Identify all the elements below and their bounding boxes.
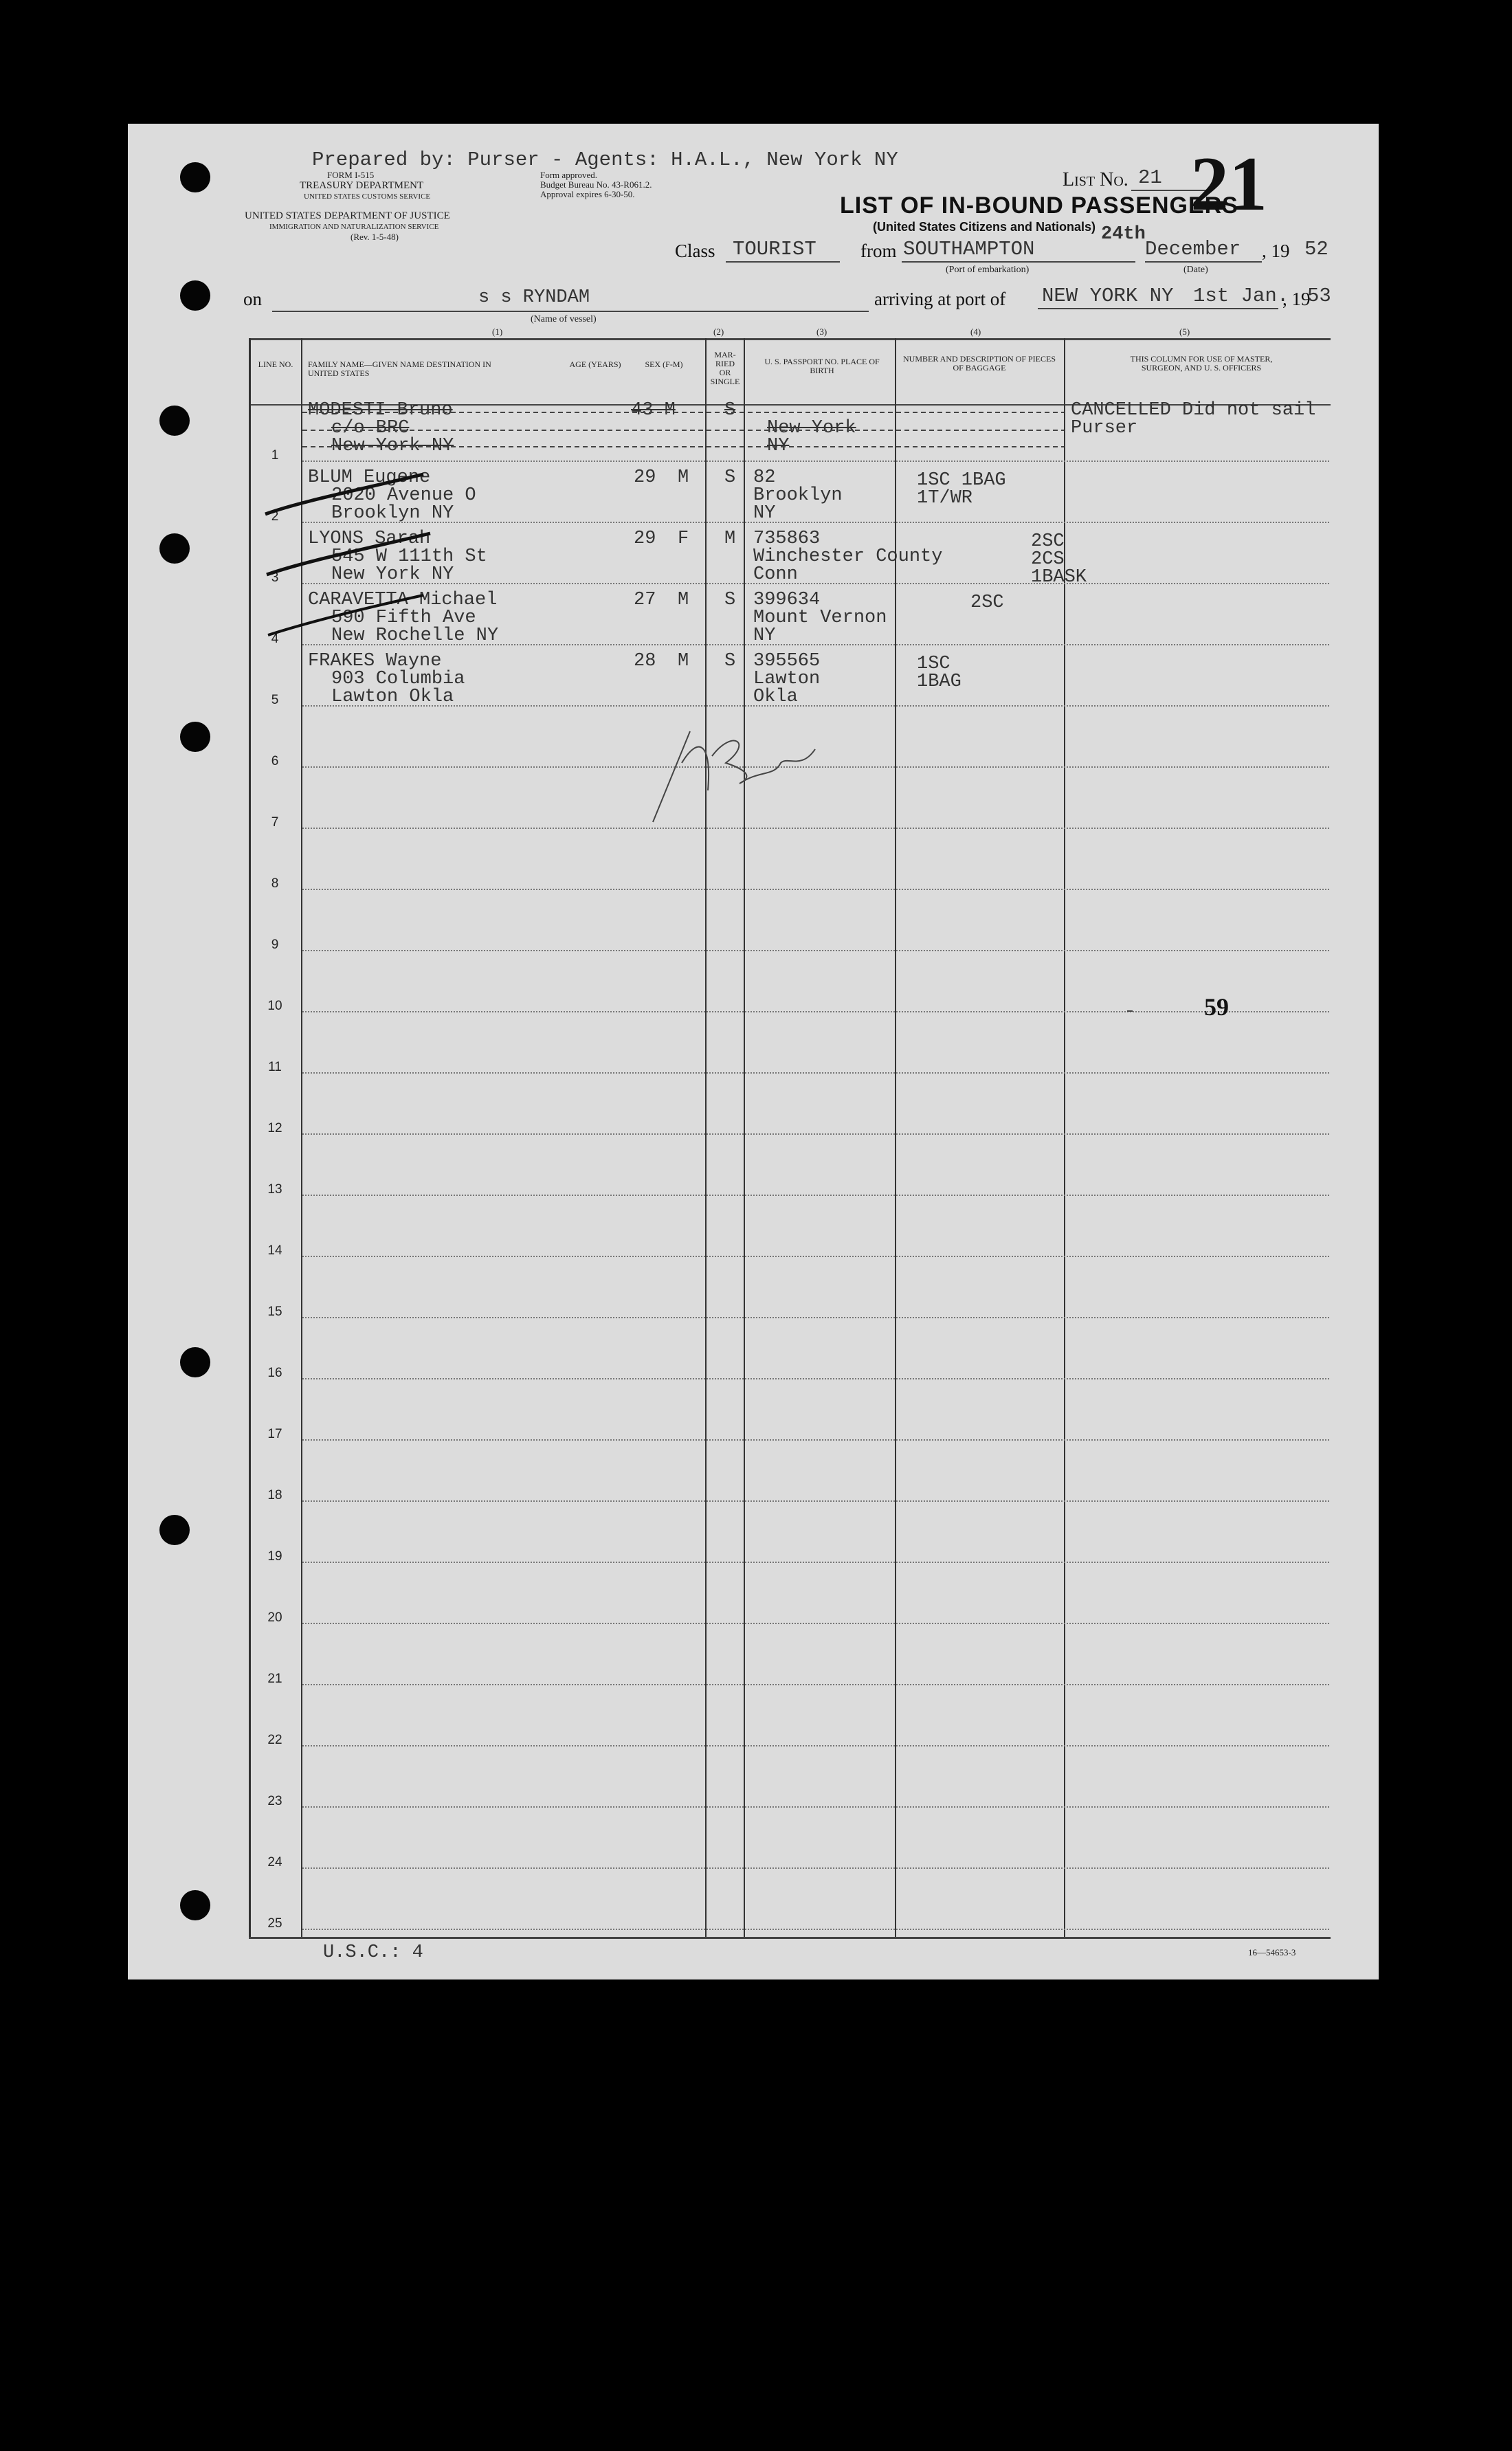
line-number: 3 [271, 570, 279, 585]
row-rule [302, 705, 1329, 707]
line-number: 23 [267, 1794, 282, 1808]
passenger-name: LYONS Sarah [308, 529, 431, 549]
line-number: 12 [267, 1121, 282, 1135]
year-label: , 19 [1262, 241, 1290, 261]
passenger-addr2: Brooklyn NY [331, 503, 454, 524]
row-rule [302, 1806, 1329, 1808]
line-number: 2 [271, 509, 279, 524]
binder-hole [159, 533, 190, 564]
table-bottom-border [249, 1937, 1331, 1939]
passenger-status: M [724, 529, 736, 549]
row-rule [302, 1256, 1329, 1257]
row-rule [302, 1929, 1329, 1930]
passenger-status: S [724, 467, 736, 488]
row-rule [302, 1623, 1329, 1624]
line-number: 11 [268, 1060, 282, 1074]
arrival-underline [1038, 308, 1278, 309]
passenger-bag1: 2SC [970, 592, 1004, 613]
list-no-label: List No. [1063, 169, 1129, 190]
handwritten-signature [650, 715, 829, 825]
passenger-addr1: 2020 Avenue O [331, 485, 476, 506]
passenger-age: 28 [634, 651, 656, 672]
arriving-label: arriving at port of [874, 289, 1006, 309]
binder-hole [180, 1347, 210, 1377]
customs-label: UNITED STATES CUSTOMS SERVICE [304, 192, 431, 201]
arrival-year: 53 [1307, 285, 1331, 307]
line-number: 19 [267, 1549, 282, 1564]
passenger-birth2: Okla [753, 687, 798, 707]
passenger-passport: 735863 [753, 529, 821, 549]
row-rule [302, 1011, 1329, 1012]
row-rule [302, 1072, 1329, 1074]
col-num-5: (5) [1179, 326, 1190, 337]
row-rule [302, 1439, 1329, 1441]
page-subtitle: (United States Citizens and Nationals) [873, 220, 1096, 234]
line-number: 17 [267, 1427, 282, 1441]
passenger-name: BLUM Eugene [308, 467, 431, 488]
row-rule [302, 1195, 1329, 1196]
line-number: 1 [271, 448, 279, 463]
table-left-border [249, 338, 251, 1937]
port-of-arrival: NEW YORK NY [1042, 285, 1174, 307]
passenger-passport: 395565 [753, 651, 821, 672]
line-number: 15 [267, 1305, 282, 1319]
count-dash [1127, 1010, 1133, 1012]
col-num-2: (2) [713, 326, 724, 337]
row-rule [302, 1133, 1329, 1135]
treasury-label: TREASURY DEPARTMENT [300, 180, 424, 191]
line-number: 13 [267, 1182, 282, 1197]
passenger-age: 29 [634, 529, 656, 549]
col-header-sex: SEX (F-M) [645, 359, 683, 369]
row-rule [302, 1562, 1329, 1563]
passenger-bag1: 1SC [917, 654, 950, 674]
vessel-name: s s RYNDAM [478, 287, 590, 308]
row-rule [302, 1684, 1329, 1685]
cancelled-status: S [724, 400, 736, 421]
class-label: Class [675, 241, 715, 261]
line-number: 25 [267, 1916, 282, 1931]
passenger-sex: M [678, 467, 689, 488]
passenger-addr1: 903 Columbia [331, 669, 465, 689]
passenger-name: CARAVETTA Michael [308, 590, 498, 610]
passenger-addr2: Lawton Okla [331, 687, 454, 707]
passenger-addr2: New Rochelle NY [331, 625, 499, 646]
col-num-1: (1) [492, 326, 503, 337]
passenger-age: 29 [634, 467, 656, 488]
passenger-passport: 82 [753, 467, 776, 488]
embark-year: 52 [1304, 238, 1328, 260]
passenger-birth: Winchester County [753, 546, 943, 567]
class-underline [726, 261, 840, 263]
row-rule [302, 950, 1329, 951]
page-title: LIST OF IN-BOUND PASSENGERS [840, 192, 1238, 219]
passenger-bag3: 1BASK [1031, 567, 1087, 588]
passenger-birth2: Conn [753, 564, 798, 585]
cancelled-city: New York NY [331, 436, 454, 456]
date-underline [1145, 261, 1262, 263]
line-number: 14 [267, 1243, 282, 1258]
row-rule [302, 889, 1329, 890]
col-num-3: (3) [816, 326, 827, 337]
binder-hole [159, 406, 190, 436]
list-no-stamp: 21 [1190, 142, 1267, 227]
passenger-birth2: NY [753, 625, 776, 646]
passenger-bag2: 2CS [1031, 549, 1065, 570]
row-rule [302, 583, 1329, 584]
col-header-age: AGE (YEARS) [569, 359, 621, 369]
line-number: 9 [271, 938, 279, 952]
passenger-sex: M [678, 651, 689, 672]
cancelled-signer: Purser [1071, 418, 1138, 439]
approval-expires: Approval expires 6-30-50. [540, 189, 635, 199]
row-rule [302, 522, 1329, 523]
passenger-bag2: 1T/WR [917, 488, 973, 509]
date-caption: (Date) [1183, 265, 1208, 275]
col-header-baggage: NUMBER AND DESCRIPTION OF PIECES OF BAGGAGE [902, 354, 1056, 373]
footer-print-code: 16—54653-3 [1248, 1947, 1296, 1958]
line-number: 24 [267, 1855, 282, 1870]
form-number: FORM I-515 [327, 170, 375, 180]
embark-underline [902, 261, 1135, 263]
footer-usc: U.S.C.: 4 [323, 1942, 423, 1963]
form-approved: Form approved. [540, 170, 598, 180]
passenger-birth2: NY [753, 503, 776, 524]
line-number: 21 [267, 1672, 282, 1686]
line-number: 16 [267, 1366, 282, 1380]
passenger-age: 27 [634, 590, 656, 610]
row-rule [302, 1378, 1329, 1379]
col-divider-name [705, 338, 707, 1937]
vessel-underline [272, 311, 869, 312]
passenger-birth: Brooklyn [753, 485, 843, 506]
cancelled-birthstate: NY [767, 436, 790, 456]
ins-label: IMMIGRATION AND NATURALIZATION SERVICE [269, 223, 439, 231]
port-of-embarkation: SOUTHAMPTON [903, 238, 1035, 260]
passenger-sex: M [678, 590, 689, 610]
col-divider-married [744, 338, 745, 1937]
passenger-birth: Lawton [753, 669, 821, 689]
cancelled-note: CANCELLED Did not sail [1071, 400, 1316, 421]
col-header-name: FAMILY NAME—GIVEN NAME DESTINATION IN UNITED STATES [308, 359, 491, 378]
col-header-married: MAR-RIED OR SINGLE [710, 350, 740, 386]
binder-hole [159, 1515, 190, 1545]
line-number: 4 [271, 632, 279, 646]
embark-caption: (Port of embarkation) [946, 265, 1030, 275]
line-number: 6 [271, 754, 279, 768]
class-value: TOURIST [733, 238, 816, 260]
table-top-border [249, 338, 1331, 340]
col-header-passport: U. S. PASSPORT NO. PLACE OF BIRTH [764, 357, 880, 375]
col-num-4: (4) [970, 326, 981, 337]
from-label: from [860, 241, 897, 261]
passenger-birth: Mount Vernon [753, 608, 887, 628]
strike-marks [302, 407, 1065, 451]
row-rule [302, 1867, 1329, 1869]
passenger-passport: 399634 [753, 590, 821, 610]
passenger-bag1: 1SC 1BAG [917, 470, 1006, 491]
binder-hole [180, 1890, 210, 1920]
line-number: 20 [267, 1610, 282, 1625]
col-divider-passport [895, 338, 896, 1937]
line-number: 22 [267, 1733, 282, 1747]
binder-hole [180, 280, 210, 311]
list-no-value: 21 [1138, 166, 1162, 189]
binder-hole [180, 722, 210, 752]
cancelled-address: c/o BRC [331, 418, 410, 439]
col-header-officers: THIS COLUMN FOR USE OF MASTER, SURGEON, AND U. S. OFFICERS [1130, 354, 1273, 373]
vessel-caption: (Name of vessel) [531, 314, 597, 324]
rev-label: (Rev. 1-5-48) [351, 232, 399, 242]
arrival-date: 1st Jan. [1193, 285, 1289, 307]
binder-hole [180, 162, 210, 192]
embark-date: December [1145, 238, 1241, 260]
date-overwrite: 24th [1101, 224, 1146, 245]
pen-check-marks [258, 454, 437, 770]
passenger-name: FRAKES Wayne [308, 651, 442, 672]
row-rule [302, 1317, 1329, 1318]
cancelled-birthplace: New York [767, 418, 856, 439]
passenger-addr1: 545 W 111th St [331, 546, 487, 567]
prepared-by: Prepared by: Purser - Agents: H.A.L., New York NY [312, 148, 898, 171]
passenger-addr2: New York NY [331, 564, 454, 585]
row-rule [302, 461, 1329, 462]
passenger-sex: F [678, 529, 689, 549]
justice-label: UNITED STATES DEPARTMENT OF JUSTICE [245, 210, 450, 221]
passenger-count: 59 [1204, 993, 1229, 1021]
row-rule [302, 1500, 1329, 1502]
manifest-page [128, 124, 1379, 1979]
passenger-bag2: 1BAG [917, 672, 961, 692]
passenger-status: S [724, 590, 736, 610]
cancelled-age: 43 M [631, 400, 676, 421]
cancelled-name: MODESTI Bruno [308, 400, 453, 421]
line-number: 18 [267, 1488, 282, 1502]
row-rule [302, 1745, 1329, 1746]
line-number: 10 [267, 999, 282, 1013]
line-number: 7 [271, 815, 279, 830]
on-label: on [243, 289, 262, 309]
passenger-status: S [724, 651, 736, 672]
row-rule [302, 828, 1329, 829]
passenger-addr1: 590 Fifth Ave [331, 608, 476, 628]
col-header-line: LINE NO. [258, 359, 293, 369]
budget-bureau: Budget Bureau No. 43-R061.2. [540, 179, 652, 190]
line-number: 5 [271, 693, 279, 707]
arrival-year-label: , 19 [1282, 289, 1311, 309]
passenger-bag1: 2SC [1031, 531, 1065, 552]
line-number: 8 [271, 876, 279, 891]
